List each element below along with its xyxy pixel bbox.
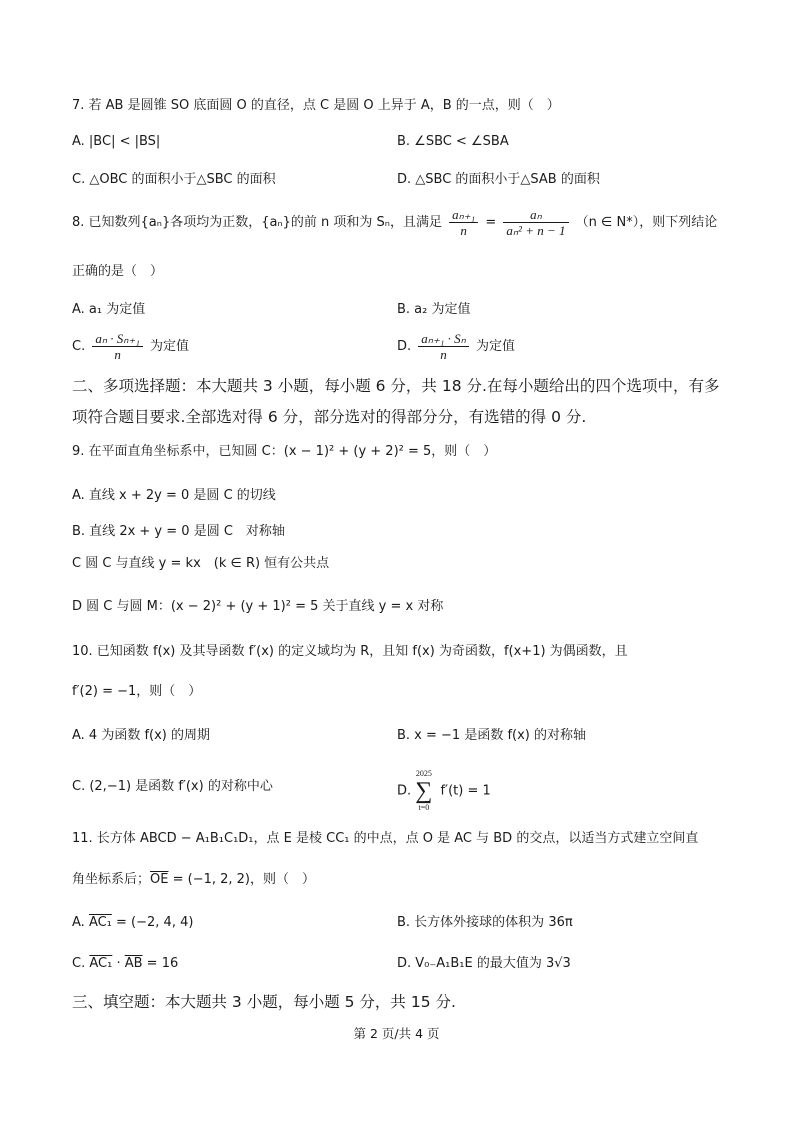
q8-stem-pre: 8. 已知数列{aₙ}各项均为正数，{aₙ}的前 n 项和为 Sₙ，且满足	[72, 215, 442, 230]
q7-option-c: C. △OBC 的面积小于△SBC 的面积	[72, 172, 276, 187]
q9-option-c: C 圆 C 与直线 y = kx (k ∈ R) 恒有公共点	[72, 556, 330, 571]
vector-ab: $\overline{AB}$	[124, 956, 143, 971]
q7-option-a: A. |BC| < |BS|	[72, 134, 161, 149]
q10-option-a: A. 4 为函数 f(x) 的周期	[72, 728, 211, 743]
q8-d-num: aₙ₊₁ · Sₙ	[418, 331, 469, 347]
q8-option-d	[397, 331, 515, 362]
q8-equals: =	[485, 215, 497, 230]
q8-frac1-num: aₙ₊₁	[449, 207, 478, 223]
vector-oe: $\overline{OE}$	[150, 872, 169, 887]
q8-stem	[72, 207, 717, 238]
q11-option-b: B. 长方体外接球的体积为 36π	[397, 915, 573, 930]
q8-stem-post: （n ∈ N*），则下列结论	[575, 215, 718, 230]
q11-option-a-text: = (−2, 4, 4)	[111, 915, 194, 930]
q11-stem-line2	[72, 870, 315, 890]
section3-heading: 三、填空题：本大题共 3 小题，每小题 5 分，共 15 分.	[72, 993, 456, 1011]
sum-lower-limit: t=0	[418, 803, 430, 812]
q7-option-d: D. △SBC 的面积小于△SAB 的面积	[397, 172, 600, 187]
summation-symbol: 2025 ∑ t=0	[415, 769, 433, 812]
section2-heading-line2: 项符合题目要求.全部选对得 6 分，部分选对的得部分分，有选错的得 0 分.	[72, 408, 587, 426]
page-footer: 第 2 页/共 4 页	[353, 1026, 440, 1041]
q10-option-d-label: D.	[397, 783, 412, 799]
q8-option-c	[72, 331, 189, 362]
section2-heading-line1: 二、多项选择题：本大题共 3 小题，每小题 6 分，共 18 分.在每小题给出的四个选项中，有多	[72, 377, 720, 395]
q8-option-d-label: D.	[397, 339, 412, 354]
q8-option-b: B. a₂ 为定值	[397, 302, 471, 317]
q9-option-b: B. 直线 2x + y = 0 是圆 C 对称轴	[72, 524, 285, 539]
q7-option-b: B. ∠SBC < ∠SBA	[397, 134, 509, 149]
dot-operator: ·	[112, 956, 125, 971]
q7-stem: 7. 若 AB 是圆锥 SO 底面圆 O 的直径，点 C 是圆 O 上异于 A，B 的一点，则（ ）	[72, 98, 560, 113]
q10-option-c: C. (2,−1) 是函数 f′(x) 的对称中心	[72, 779, 273, 794]
vector-ac1-c: AC₁	[89, 956, 113, 971]
q8-option-c-label: C.	[72, 339, 86, 354]
q8-option-c-fraction	[92, 331, 143, 362]
q10-option-b: B. x = −1 是函数 f(x) 的对称轴	[397, 728, 587, 743]
vector-ac1: AC₁	[88, 915, 112, 930]
q10-option-d-text: f′(t) = 1	[440, 783, 491, 799]
q8-frac2-num: aₙ	[503, 207, 568, 223]
q8-stem-line2: 正确的是（ ）	[72, 264, 164, 279]
q10-stem: 10. 已知函数 f(x) 及其导函数 f′(x) 的定义域均为 R，且知 f(x) 为奇函数，f(x+1) 为偶函数，且	[72, 644, 628, 659]
q11-option-c	[72, 954, 178, 974]
q8-fraction-left	[449, 207, 478, 238]
q9-stem: 9. 在平面直角坐标系中，已知圆 C：(x − 1)² + (y + 2)² = 5，则（ ）	[72, 444, 497, 459]
q9-option-d: D 圆 C 与圆 M：(x − 2)² + (y + 1)² = 5 关于直线 y = x 对称	[72, 599, 444, 614]
sum-upper-limit: 2025	[415, 769, 432, 778]
q8-fraction-right	[503, 207, 568, 238]
q11-option-d: D. V₀₋A₁B₁E 的最大值为 3√3	[397, 956, 571, 971]
q10-option-d	[397, 768, 491, 814]
q8-option-d-text: 为定值	[475, 339, 515, 354]
q8-d-den: n	[440, 347, 447, 362]
q8-option-c-text: 为定值	[150, 339, 190, 354]
q8-c-num: aₙ · Sₙ₊₁	[92, 331, 143, 347]
q8-frac1-den: n	[460, 223, 467, 238]
q11-stem2-pre: 角坐标系后；	[72, 872, 151, 887]
q11-option-a	[72, 913, 193, 933]
q8-option-a: A. a₁ 为定值	[72, 302, 146, 317]
q11-option-c-label: C.	[72, 956, 86, 971]
q8-c-den: n	[114, 347, 121, 362]
q9-option-a: A. 直线 x + 2y = 0 是圆 C 的切线	[72, 488, 276, 503]
q11-option-c-text: = 16	[142, 956, 179, 971]
q8-frac2-den: aₙ² + n − 1	[506, 223, 566, 238]
q10-stem-line2: f′(2) = −1，则（ ）	[72, 684, 202, 699]
q11-option-a-label: A.	[72, 915, 85, 930]
q11-stem2-post: = (−1, 2, 2)，则（ ）	[168, 872, 316, 887]
q8-option-d-fraction	[418, 331, 469, 362]
q11-stem: 11. 长方体 ABCD − A₁B₁C₁D₁，点 E 是棱 CC₁ 的中点，点 O 是 AC 与 BD 的交点，以适当方式建立空间直	[72, 831, 699, 846]
